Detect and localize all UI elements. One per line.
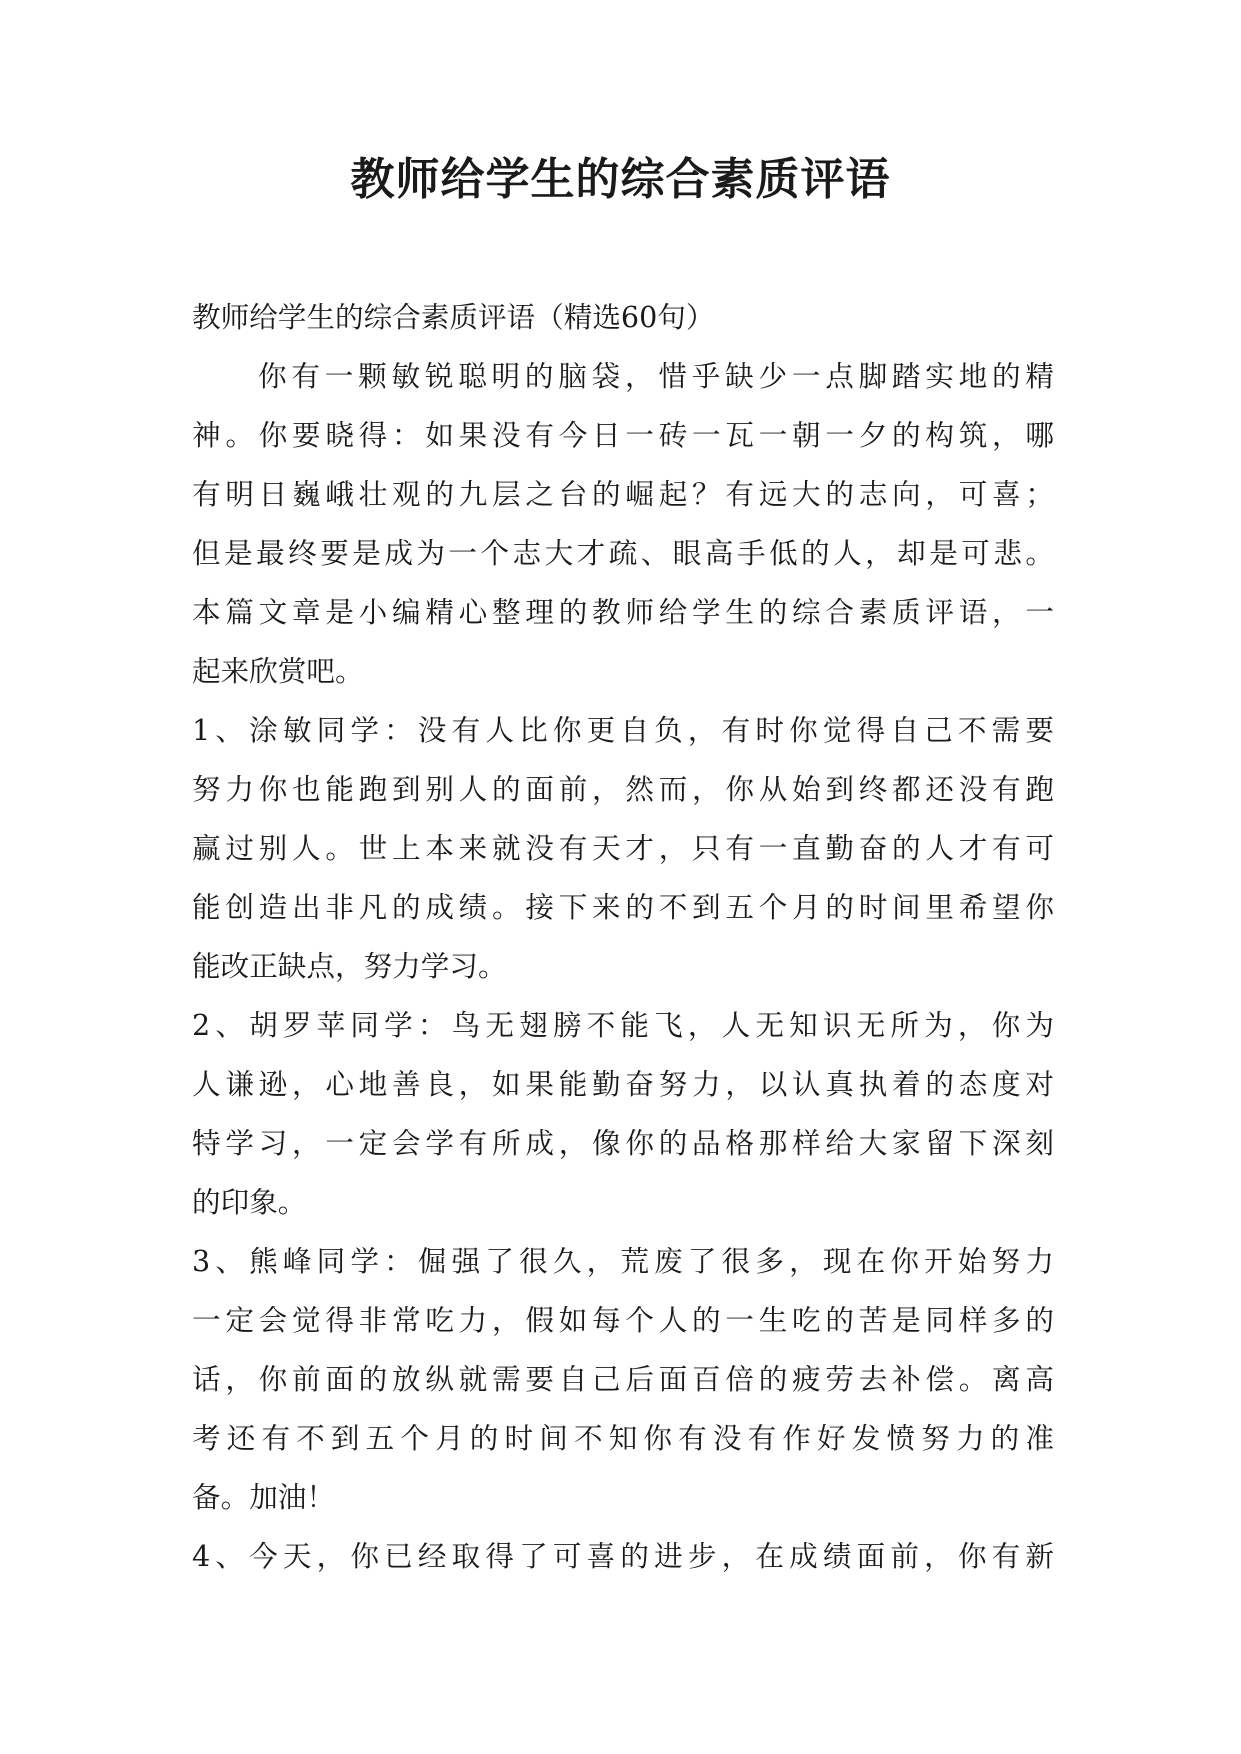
text-line: 一定会觉得非常吃力，假如每个人的一生吃的苦是同样多的 (192, 1303, 1054, 1337)
text-line: 有明日巍峨壮观的九层之台的崛起？有远大的志向，可喜； (192, 477, 1054, 511)
document-body (192, 288, 1054, 1586)
text-line: 能创造出非凡的成绩。接下来的不到五个月的时间里希望你 (192, 890, 1054, 924)
text-line: 起来欣赏吧。 (192, 654, 364, 688)
text-line: 神。你要晓得：如果没有今日一砖一瓦一朝一夕的构筑，哪 (192, 418, 1054, 452)
text-line: 3、熊峰同学：倔强了很久，荒废了很多，现在你开始努力 (192, 1244, 1054, 1278)
text-line: 但是最终要是成为一个志大才疏、眼高手低的人，却是可悲。 (192, 536, 1054, 570)
text-line: 能改正缺点，努力学习。 (192, 949, 507, 983)
text-line: 本篇文章是小编精心整理的教师给学生的综合素质评语，一 (192, 595, 1054, 629)
document-subtitle: 教师给学生的综合素质评语（精选60句） (192, 300, 715, 334)
intro-paragraph (192, 347, 1054, 701)
comment-paragraph-1 (192, 701, 1054, 996)
text-line: 你有一颗敏锐聪明的脑袋，惜乎缺少一点脚踏实地的精 (258, 359, 1054, 393)
text-line: 备。加油！ (192, 1480, 335, 1514)
text-line: 4、今天，你已经取得了可喜的进步，在成绩面前，你有新 (192, 1539, 1054, 1573)
text-line: 特学习，一定会学有所成，像你的品格那样给大家留下深刻 (192, 1126, 1054, 1160)
text-line: 赢过别人。世上本来就没有天才，只有一直勤奋的人才有可 (192, 831, 1054, 865)
document-title: 教师给学生的综合素质评语 (350, 154, 891, 205)
comment-paragraph-3 (192, 1232, 1054, 1527)
text-line: 2、胡罗苹同学：鸟无翅膀不能飞，人无知识无所为，你为 (192, 1008, 1054, 1042)
text-line: 1、涂敏同学：没有人比你更自负，有时你觉得自己不需要 (192, 713, 1054, 747)
text-line: 考还有不到五个月的时间不知你有没有作好发愤努力的准 (192, 1421, 1054, 1455)
text-line: 人谦逊，心地善良，如果能勤奋努力，以认真执着的态度对 (192, 1067, 1054, 1101)
text-line: 话，你前面的放纵就需要自己后面百倍的疲劳去补偿。离高 (192, 1362, 1054, 1396)
text-line: 努力你也能跑到别人的面前，然而，你从始到终都还没有跑 (192, 772, 1054, 806)
text-line: 的印象。 (192, 1185, 307, 1219)
comment-paragraph-4 (192, 1527, 1054, 1586)
comment-paragraph-2 (192, 996, 1054, 1232)
